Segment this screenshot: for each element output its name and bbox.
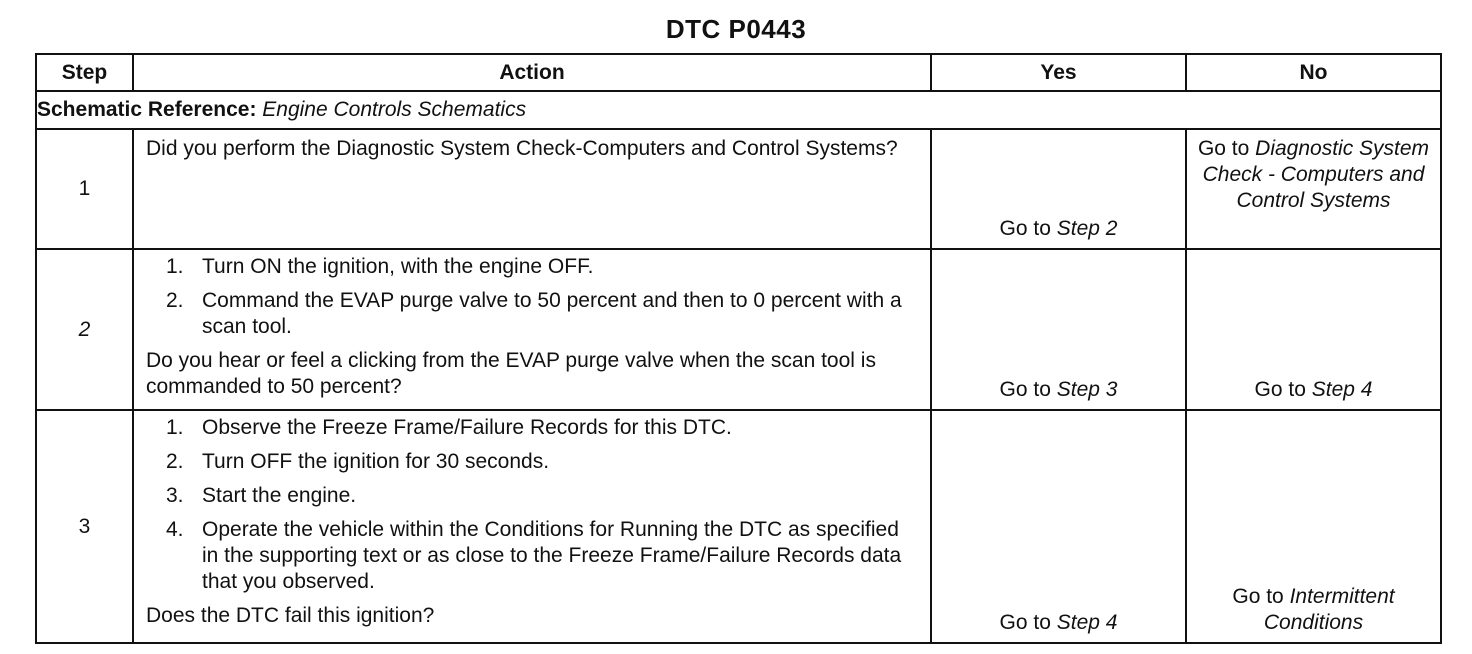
- no-cell: [1186, 410, 1441, 643]
- yes-link[interactable]: Step 2: [1056, 217, 1118, 240]
- list-item-text: Turn OFF the ignition for 30 seconds.: [202, 450, 550, 473]
- list-item-text: Command the EVAP purge valve to 50 percent and then to 0 percent with a scan tool.: [202, 289, 902, 338]
- dtc-table: [35, 53, 1442, 644]
- page-title: DTC P0443: [665, 14, 807, 44]
- list-item-text: Observe the Freeze Frame/Failure Records for this DTC.: [202, 416, 732, 439]
- list-item-text: Start the engine.: [202, 484, 357, 507]
- step-number: 3: [36, 410, 133, 643]
- list-item-text: Turn ON the ignition, with the engine OFF.: [202, 255, 594, 278]
- yes-cell: [931, 129, 1186, 249]
- action-question: Did you perform the Diagnostic System Check-Computers and Control Systems?: [146, 137, 898, 160]
- yes-prefix: Go to: [999, 611, 1051, 634]
- no-prefix: Go to: [1197, 137, 1250, 160]
- yes-cell: [931, 410, 1186, 643]
- list-item: 4. Operate the vehicle within the Conditions for Running the DTC as specified in the supporting text or as close to the Freeze Frame/Failure Records data that you observed.: [166, 518, 902, 593]
- table-row: [36, 410, 1441, 643]
- schematic-link[interactable]: Engine Controls Schematics: [262, 98, 527, 121]
- yes-cell: [931, 249, 1186, 410]
- schematic-label: Schematic Reference:: [37, 98, 257, 121]
- no-cell: [1186, 129, 1441, 249]
- action-cell: [133, 410, 931, 643]
- yes-link[interactable]: Step 4: [1056, 611, 1118, 634]
- header-row: [36, 54, 1441, 91]
- no-prefix: Go to: [1232, 585, 1284, 608]
- action-cell: [133, 249, 931, 410]
- action-question: Does the DTC fail this ignition?: [146, 604, 435, 627]
- step-number: 1: [36, 129, 133, 249]
- yes-prefix: Go to: [999, 217, 1051, 240]
- list-item: 1. Turn ON the ignition, with the engine OFF.: [166, 255, 594, 278]
- header-no: No: [1186, 54, 1441, 91]
- schematic-row: [36, 91, 1441, 129]
- list-item: 2. Turn OFF the ignition for 30 seconds.: [166, 450, 550, 473]
- action-list: [146, 254, 918, 340]
- list-item: 3. Start the engine.: [166, 484, 357, 507]
- action-list: [146, 415, 918, 595]
- no-link[interactable]: Diagnostic System Check - Computers and Control Systems: [1202, 137, 1430, 212]
- list-item-text: Operate the vehicle within the Conditions for Running the DTC as specified in the supporting text or as close to the Freeze Frame/Failure Records data that you observed.: [202, 518, 902, 593]
- action-cell: [133, 129, 931, 249]
- step-number: [36, 249, 133, 410]
- no-link[interactable]: Step 4: [1311, 378, 1373, 401]
- list-item: 2. Command the EVAP purge valve to 50 percent and then to 0 percent with a scan tool.: [166, 289, 902, 338]
- header-action: Action: [133, 54, 931, 91]
- schematic-reference: [36, 91, 1441, 129]
- table-row: [36, 249, 1441, 410]
- header-step: Step: [36, 54, 133, 91]
- yes-link[interactable]: Step 3: [1056, 378, 1118, 401]
- no-prefix: Go to: [1254, 378, 1306, 401]
- action-question: Do you hear or feel a clicking from the EVAP purge valve when the scan tool is commanded to 50 percent?: [146, 349, 876, 398]
- header-yes: Yes: [931, 54, 1186, 91]
- table-row: [36, 129, 1441, 249]
- no-cell: [1186, 249, 1441, 410]
- yes-prefix: Go to: [999, 378, 1051, 401]
- step-number-text: 2: [78, 317, 91, 341]
- no-link[interactable]: Intermittent Conditions: [1263, 585, 1395, 634]
- list-item: 1. Observe the Freeze Frame/Failure Records for this DTC.: [166, 416, 732, 439]
